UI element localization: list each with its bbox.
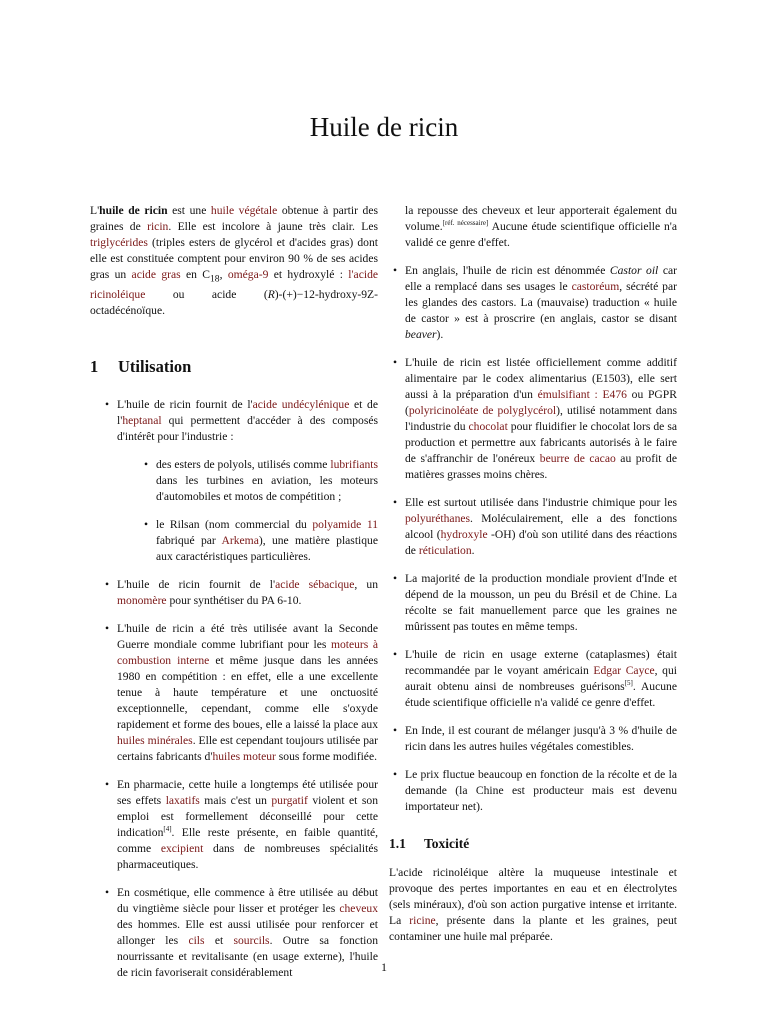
text-run: )-(+)−12-hydroxy-9Z-octadécénoïque. (90, 288, 378, 318)
text-run: L'huile de ricin en usage externe (cataplasmes) était recommandée par le voyant américain (405, 648, 677, 677)
text-run: et hydroxylé : (268, 268, 349, 281)
wiki-link[interactable]: réticulation (418, 544, 472, 557)
list-item (405, 263, 677, 343)
text-run: La majorité de la production mondiale provient d'Inde et dépend de la mousson, un peu du Brésil et de Chine. La récolte se fait manuellement parce que les graines ne mûrissent pas toutes en même temps. (405, 572, 677, 633)
text-run: la repousse des cheveux et leur apporterait également du volume. (405, 204, 677, 233)
text-run: pour fluidifier le chocolat lors de sa production et permettre aux fabricants autorisés à le faire de s'affranchir de l'onéreux (405, 420, 677, 465)
wiki-link[interactable]: hydroxyle (440, 528, 488, 541)
wiki-link[interactable]: ricin (147, 220, 169, 233)
wiki-link[interactable]: moteurs à combustion interne (117, 638, 378, 668)
text-run: L'huile de ricin fournit de l' (117, 578, 276, 592)
text-run: ), une matière plastique aux caractéristiques particulières. (156, 534, 379, 564)
text-run: En cosmétique, elle commence à être utilisée au début du vingtième siècle pour lisser et protéger les (117, 886, 378, 916)
section-number: 1 (90, 357, 99, 377)
wiki-link[interactable]: purgatif (271, 794, 308, 808)
sub-list (117, 457, 378, 565)
text-run: fabriqué par (156, 534, 222, 548)
text-run: . Outre sa fonction nourrissante et revitalisante (en usage externe), l'huile de ricin favoriserait considérablement (117, 934, 378, 980)
text-run: qui permettent d'accéder à des composés d'intérêt pour l'industrie : (117, 414, 378, 444)
toxicity-paragraph (389, 865, 677, 945)
wiki-link[interactable]: huile végétale (210, 204, 278, 217)
text-run: . Moléculairement, elle a des fonctions alcool ( (405, 512, 677, 541)
text-run: dans les turbines en aviation, les moteurs d'automobiles et motos de compétition ; (156, 474, 378, 504)
subsection-heading (389, 835, 677, 853)
text-run: . (471, 544, 475, 557)
wiki-link[interactable]: sourcils (233, 934, 270, 948)
text-run: des hommes. Elle est aussi utilisée pour renforcer et allonger les (117, 918, 378, 948)
text-run: . Elle reste présente, en faible quantité, comme (117, 826, 378, 856)
text-run: L'huile de ricin est listée officiellement comme additif alimentaire par le codex alimentarius (E1503), elle sert aussi à la préparation d'un (405, 356, 677, 401)
text-run: Aucune étude scientifique officielle n'a validé ce genre d'effet. (405, 220, 677, 249)
text-run: est une (167, 204, 211, 217)
wiki-link[interactable]: polyuréthanes (405, 512, 471, 525)
wiki-link[interactable]: castoréum (571, 280, 620, 293)
text-run: ). (436, 328, 444, 341)
list-item (117, 397, 378, 565)
citation-ref[interactable]: [réf. nécessaire] (442, 219, 489, 228)
wiki-link[interactable]: l'acide ricinoléique (90, 268, 379, 302)
text-run: En Inde, il est courant de mélanger jusqu'à 3 % d'huile de ricin dans les autres huiles végétales comestibles. (405, 724, 677, 753)
page-title: Huile de ricin (309, 112, 459, 142)
wiki-link[interactable]: beurre de cacao (539, 452, 616, 465)
text-run: et (204, 934, 234, 948)
text-run: au profit de matières grasses moins chères. (405, 452, 678, 481)
text-run: dans de nombreuses spécialités pharmaceutiques. (117, 842, 378, 872)
citation-ref[interactable]: [5] (624, 679, 633, 688)
text-run: L'acide ricinoléique altère la muqueuse intestinale et provoque des pertes importantes en eau et en électrolytes (sels minéraux), d'où son action purgative intense et irritante. La (389, 866, 677, 927)
section-title: Utilisation (118, 357, 192, 377)
wiki-link[interactable]: lubrifiants (330, 458, 378, 472)
list-item (405, 767, 677, 815)
text-run: L'huile de ricin a été très utilisée avant la Seconde Guerre mondiale comme lubrifiant pour les (117, 622, 378, 652)
sub-list-item (156, 457, 378, 505)
usage-list (90, 397, 378, 981)
list-item (405, 355, 677, 483)
text-run: (triples esters de glycérol et d'acides gras) dont elle est constituée comptent pour environ 90 % de ses acides gras un (90, 236, 378, 281)
text-run: le Rilsan (nom commercial du (156, 518, 313, 532)
text-run: -OH) d'où son utilité dans des réactions de (405, 528, 677, 557)
bold-term: huile de ricin (99, 204, 168, 217)
text-run: . Elle est cependant toujours utilisée par certains fabricants d' (117, 734, 378, 764)
list-item (117, 577, 378, 609)
text-run: En anglais, l'huile de ricin est dénommée (405, 264, 610, 277)
wiki-link[interactable]: ricine (409, 914, 436, 927)
wiki-link[interactable]: huiles minérales (117, 734, 193, 748)
text-run: et de l' (117, 398, 378, 428)
text-run: , un (354, 578, 379, 592)
list-item (405, 647, 677, 711)
list-item (405, 723, 677, 755)
page-number: 1 (381, 960, 387, 974)
wiki-link[interactable]: Arkema (221, 534, 259, 548)
text-run: En pharmacie, cette huile a longtemps été utilisée pour ses effets (117, 778, 378, 808)
wiki-link[interactable]: acide gras (131, 268, 181, 281)
text-run: L' (90, 204, 100, 217)
subsection-number: 1.1 (389, 836, 406, 851)
sub-list-item (156, 517, 378, 565)
wiki-link[interactable]: émulsifiant : E476 (537, 388, 627, 401)
text-run: ou acide ( (145, 288, 268, 302)
subsection-title: Toxicité (424, 836, 470, 851)
text-run: L'huile de ricin fournit de l' (117, 398, 253, 412)
text-run: , sécrété par les glandes des castors. La (mauvaise) traduction « huile de castor » est à proscrire (en anglais, castor se disant (405, 280, 677, 325)
wiki-link[interactable]: cils (188, 934, 205, 948)
wiki-link[interactable]: excipient (160, 842, 204, 856)
section-heading (90, 357, 378, 377)
list-item (405, 571, 677, 635)
text-run: en C (180, 268, 210, 281)
wiki-link[interactable]: acide sébacique (275, 578, 355, 592)
wiki-link[interactable]: acide undécylénique (252, 398, 350, 412)
wiki-link[interactable]: polyricinoléate de polyglycérol (408, 404, 557, 417)
italic-term: beaver (405, 328, 437, 341)
text-run: mais c'est un (199, 794, 272, 808)
text-run: car elle a remplacé dans ses usages le (405, 264, 677, 293)
subscript: 18 (209, 273, 220, 285)
text-run: ou PGPR ( (405, 388, 677, 417)
text-run: ), utilisé notamment dans l'industrie du (405, 404, 677, 433)
wiki-link[interactable]: polyamide 11 (312, 518, 378, 532)
wiki-link[interactable]: laxatifs (165, 794, 200, 808)
text-run: , qui aurait obtenu ainsi de nombreuses guérisons (405, 664, 677, 693)
text-run: Elle est surtout utilisée dans l'industrie chimique pour les (405, 496, 677, 509)
text-run: et même jusque dans les années 1980 en compétition : en effet, elle a une excellente tenue à haute température et une onctuosité exceptionnelle, cependant, comme elle s'oxyde rapidement et forme des boues, elle a laissé la place aux (117, 654, 378, 732)
wiki-link[interactable]: triglycérides (90, 236, 148, 249)
text-run: , (219, 268, 228, 281)
text-run: , présente dans la plante et les graines, peut contaminer une huile mal préparée. (389, 914, 677, 943)
wiki-link[interactable]: Edgar Cayce (593, 664, 655, 677)
text-run: . Elle est incolore à jaune très clair. Les (168, 220, 378, 233)
list-item (117, 777, 378, 873)
right-column (389, 203, 677, 945)
text-run: obtenue à partir des graines de (90, 204, 378, 233)
citation-ref[interactable]: [4] (163, 825, 172, 834)
wiki-link[interactable]: chocolat (468, 420, 508, 433)
wiki-link[interactable]: huiles moteur (212, 750, 276, 764)
italic-term: Castor oil (609, 264, 659, 277)
text-run: . Aucune étude scientifique officielle n'a validé ce genre d'effet. (405, 680, 677, 709)
list-item (405, 495, 677, 559)
wiki-link[interactable]: heptanal (122, 414, 162, 428)
left-column (90, 203, 378, 993)
wiki-link[interactable]: oméga-9 (227, 268, 269, 281)
list-item (117, 621, 378, 765)
list-item-continuation (405, 203, 677, 251)
wiki-link[interactable]: monomère (117, 594, 167, 608)
wiki-link[interactable]: cheveux (339, 902, 378, 916)
intro-paragraph (90, 203, 378, 319)
text-run: violent et son emploi est formellement déconseillé pour cette indication (117, 794, 378, 840)
italic-term: R (267, 288, 275, 302)
text-run: sous forme modifiée. (275, 750, 377, 764)
usage-list-continued (389, 263, 677, 815)
text-run: Le prix fluctue beaucoup en fonction de la récolte et de la demande (la Chine est producteur mais est devenu importateur net). (405, 768, 677, 813)
text-run: pour synthétiser du PA 6-10. (166, 594, 302, 608)
text-run: des esters de polyols, utilisés comme (156, 458, 331, 472)
